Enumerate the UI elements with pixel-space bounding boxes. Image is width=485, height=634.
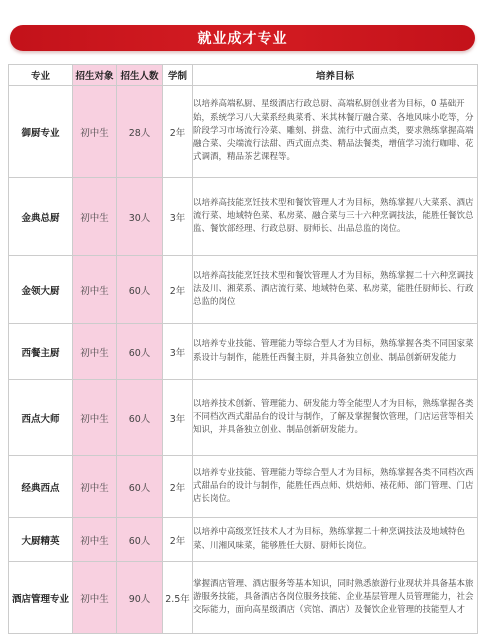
- study-duration: 2年: [163, 256, 193, 324]
- study-duration: 3年: [163, 178, 193, 256]
- study-duration: 3年: [163, 380, 193, 456]
- study-duration: 2.5年: [163, 562, 193, 634]
- major-name: 经典西点: [9, 456, 73, 518]
- enroll-target: 初中生: [73, 324, 117, 380]
- enroll-target: 初中生: [73, 380, 117, 456]
- study-duration: 2年: [163, 86, 193, 178]
- table-row: [9, 86, 478, 178]
- table-row: [9, 562, 478, 634]
- enroll-target: 初中生: [73, 518, 117, 562]
- training-goal: 以培养高技能烹饪技术型和餐饮管理人才为目标，熟练掌握八大菜系、酒店流行菜、地域特色菜、私房菜、融合菜与三十六种烹调技法，能胜任餐饮总监、餐饮部经理、行政总厨、厨师长、出品总监的岗位。: [193, 178, 478, 256]
- header-duration: 学制: [163, 65, 193, 86]
- major-name: 西点大师: [9, 380, 73, 456]
- major-name: 酒店管理专业: [9, 562, 73, 634]
- training-goal: 以培养专业技能、管理能力等综合型人才为目标，熟练掌握各类不同档次西式甜品台的设计与制作，能胜任西点师、烘焙师、裱花师、部门管理、门店店长岗位。: [193, 456, 478, 518]
- enroll-target: 初中生: [73, 562, 117, 634]
- table-row: [9, 518, 478, 562]
- table-row: [9, 256, 478, 324]
- header-count: 招生人数: [117, 65, 163, 86]
- major-name: 御厨专业: [9, 86, 73, 178]
- study-duration: 2年: [163, 518, 193, 562]
- majors-table: [8, 64, 478, 634]
- banner-title: 就业成才专业: [197, 31, 288, 47]
- table-header-row: [9, 65, 478, 86]
- major-name: 金领大厨: [9, 256, 73, 324]
- major-name: 大厨精英: [9, 518, 73, 562]
- table-row: [9, 380, 478, 456]
- section-banner: [10, 25, 475, 51]
- header-major: 专业: [9, 65, 73, 86]
- table-row: [9, 456, 478, 518]
- enroll-count: 60人: [117, 256, 163, 324]
- training-goal: 掌握酒店管理、酒店服务等基本知识，同时熟悉旅游行业现状并具备基本旅游服务技能，具备酒店各岗位服务技能、企业基层管理人员管理能力，社会交际能力，面向高星级酒店（宾馆、酒店）及餐饮企业管理的技能型人才: [193, 562, 478, 634]
- enroll-target: 初中生: [73, 178, 117, 256]
- training-goal: 以培养高技能烹饪技术型和餐饮管理人才为目标，熟练掌握二十六种烹调技法及川、湘菜系、酒店流行菜、地域特色菜、私房菜，能胜任厨师长、行政总监的岗位: [193, 256, 478, 324]
- training-goal: 以培养技术创新、管理能力、研发能力等全能型人才为目标，熟练掌握各类不同档次西式甜品台的设计与制作，了解及掌握餐饮管理，门店运营等相关知识，并具备独立创业、制品创新研发能力。: [193, 380, 478, 456]
- enroll-target: 初中生: [73, 456, 117, 518]
- enroll-target: 初中生: [73, 256, 117, 324]
- enroll-count: 60人: [117, 324, 163, 380]
- header-goal: 培养目标: [193, 65, 478, 86]
- enroll-count: 30人: [117, 178, 163, 256]
- training-goal: 以培养中高级烹饪技术人才为目标，熟练掌握二十种烹调技法及地域特色菜、川湘风味菜，能够胜任大厨、厨师长岗位。: [193, 518, 478, 562]
- enroll-count: 90人: [117, 562, 163, 634]
- header-target: 招生对象: [73, 65, 117, 86]
- table-row: [9, 324, 478, 380]
- enroll-count: 28人: [117, 86, 163, 178]
- enroll-count: 60人: [117, 456, 163, 518]
- major-name: 西餐主厨: [9, 324, 73, 380]
- training-goal: 以培养高端私厨、星级酒店行政总厨、高端私厨创业者为目标，0 基础开始，系统学习八大菜系经典菜肴、米其林餐厅融合菜、各地风味小吃等，分阶段学习市场流行冷菜、雕刻、拼盘、流行中式面点类，要求熟练掌握高端融合菜、尖端流行法甜、西式面点类、精品法餐类，增值学习流行咖啡、花式调酒，精品茶艺课程等。: [193, 86, 478, 178]
- study-duration: 2年: [163, 456, 193, 518]
- enroll-count: 60人: [117, 380, 163, 456]
- enroll-target: 初中生: [73, 86, 117, 178]
- table-row: [9, 178, 478, 256]
- study-duration: 3年: [163, 324, 193, 380]
- training-goal: 以培养专业技能、管理能力等综合型人才为目标，熟练掌握各类不同国家菜系设计与制作，能胜任西餐主厨，并具备独立创业、制品创新研发能力: [193, 324, 478, 380]
- enroll-count: 60人: [117, 518, 163, 562]
- major-name: 金典总厨: [9, 178, 73, 256]
